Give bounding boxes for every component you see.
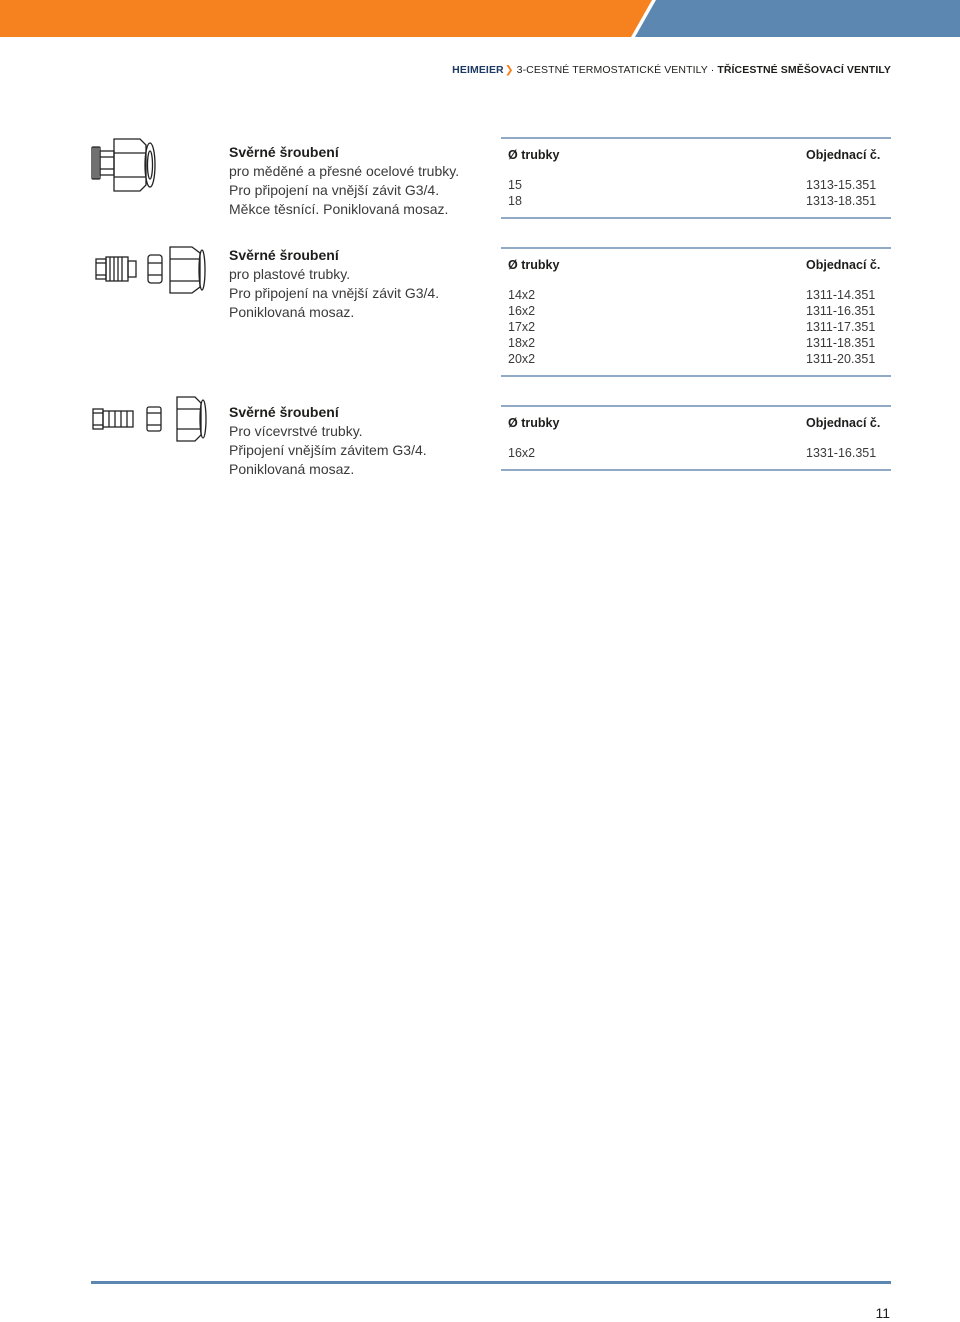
product-desc-line: Pro připojení na vnější závit G3/4.: [229, 182, 440, 198]
table-body: [501, 278, 891, 375]
cell-pipe: 18: [508, 194, 522, 208]
column-header-order: Objednací č.: [806, 258, 881, 272]
cell-order-code: 1313-18.351: [806, 194, 877, 208]
running-head-section: TŘÍCESTNÉ SMĚŠOVACÍ VENTILY: [717, 64, 891, 76]
cell-order-code: 1311-14.351: [806, 288, 876, 302]
compression-fitting-multilayer-icon: [89, 395, 207, 448]
product-desc-line: Připojení vnějším závitem G3/4.: [229, 442, 427, 458]
product-desc-line: Pro připojení na vnější závit G3/4.: [229, 285, 440, 301]
cell-order-code: 1331-16.351: [806, 446, 877, 460]
header-color-bar: [0, 0, 960, 37]
product-desc-line: Poniklovaná mosaz.: [229, 304, 355, 320]
table-header: [501, 139, 891, 168]
table-rule: [501, 217, 891, 219]
order-table: [501, 405, 891, 471]
cell-order-code: 1311-16.351: [806, 304, 876, 318]
column-header-pipe: Ø trubky: [508, 416, 560, 430]
cell-pipe: 17x2: [508, 320, 536, 334]
cell-pipe: 16x2: [508, 446, 536, 460]
table-row: [508, 287, 884, 303]
cell-pipe: 18x2: [508, 336, 536, 350]
table-row: [508, 177, 884, 193]
order-table: [501, 137, 891, 219]
table-row: [508, 445, 884, 461]
order-table: [501, 247, 891, 377]
chevron-right-icon: ❯: [504, 64, 514, 76]
table-rule: [501, 375, 891, 377]
running-head: [452, 64, 891, 76]
product-desc-line: pro měděné a přesné ocelové trubky.: [229, 163, 460, 179]
table-row: [508, 193, 884, 209]
page-number: 11: [875, 1305, 890, 1321]
cell-pipe: 20x2: [508, 352, 536, 366]
column-header-order: Objednací č.: [806, 416, 881, 430]
cell-pipe: 16x2: [508, 304, 536, 318]
table-row: [508, 303, 884, 319]
table-row: [508, 335, 884, 351]
table-row: [508, 319, 884, 335]
product-title: Svěrné šroubení: [229, 144, 339, 160]
product-title: Svěrné šroubení: [229, 247, 339, 263]
product-desc-line: Poniklovaná mosaz.: [229, 461, 355, 477]
compression-fitting-copper-icon: [88, 135, 162, 200]
column-header-order: Objednací č.: [806, 148, 881, 162]
product-title: Svěrné šroubení: [229, 404, 339, 420]
product-desc-line: pro plastové trubky.: [229, 266, 351, 282]
table-header: [501, 407, 891, 436]
cell-order-code: 1311-17.351: [806, 320, 876, 334]
column-header-pipe: Ø trubky: [508, 258, 560, 272]
cell-order-code: 1311-18.351: [806, 336, 876, 350]
cell-pipe: 15: [508, 178, 522, 192]
table-body: [501, 436, 891, 469]
product-description: [229, 143, 459, 219]
brand-name: HEIMEIER: [452, 64, 504, 76]
cell-order-code: 1311-20.351: [806, 352, 876, 366]
column-header-pipe: Ø trubky: [508, 148, 560, 162]
running-head-subject: 3-CESTNÉ TERMOSTATICKÉ VENTILY ·: [516, 64, 718, 76]
table-body: [501, 168, 891, 217]
product-desc-line: Měkce těsnící. Poniklovaná mosaz.: [229, 201, 449, 217]
table-header: [501, 249, 891, 278]
table-rule: [501, 469, 891, 471]
product-desc-line: Pro vícevrstvé trubky.: [229, 423, 363, 439]
compression-fitting-plastic-icon: [92, 245, 206, 300]
cell-order-code: 1313-15.351: [806, 178, 877, 192]
product-description: [229, 246, 439, 322]
product-description: [229, 403, 427, 479]
footer-rule: [91, 1281, 891, 1284]
cell-pipe: 14x2: [508, 288, 536, 302]
table-row: [508, 351, 884, 367]
